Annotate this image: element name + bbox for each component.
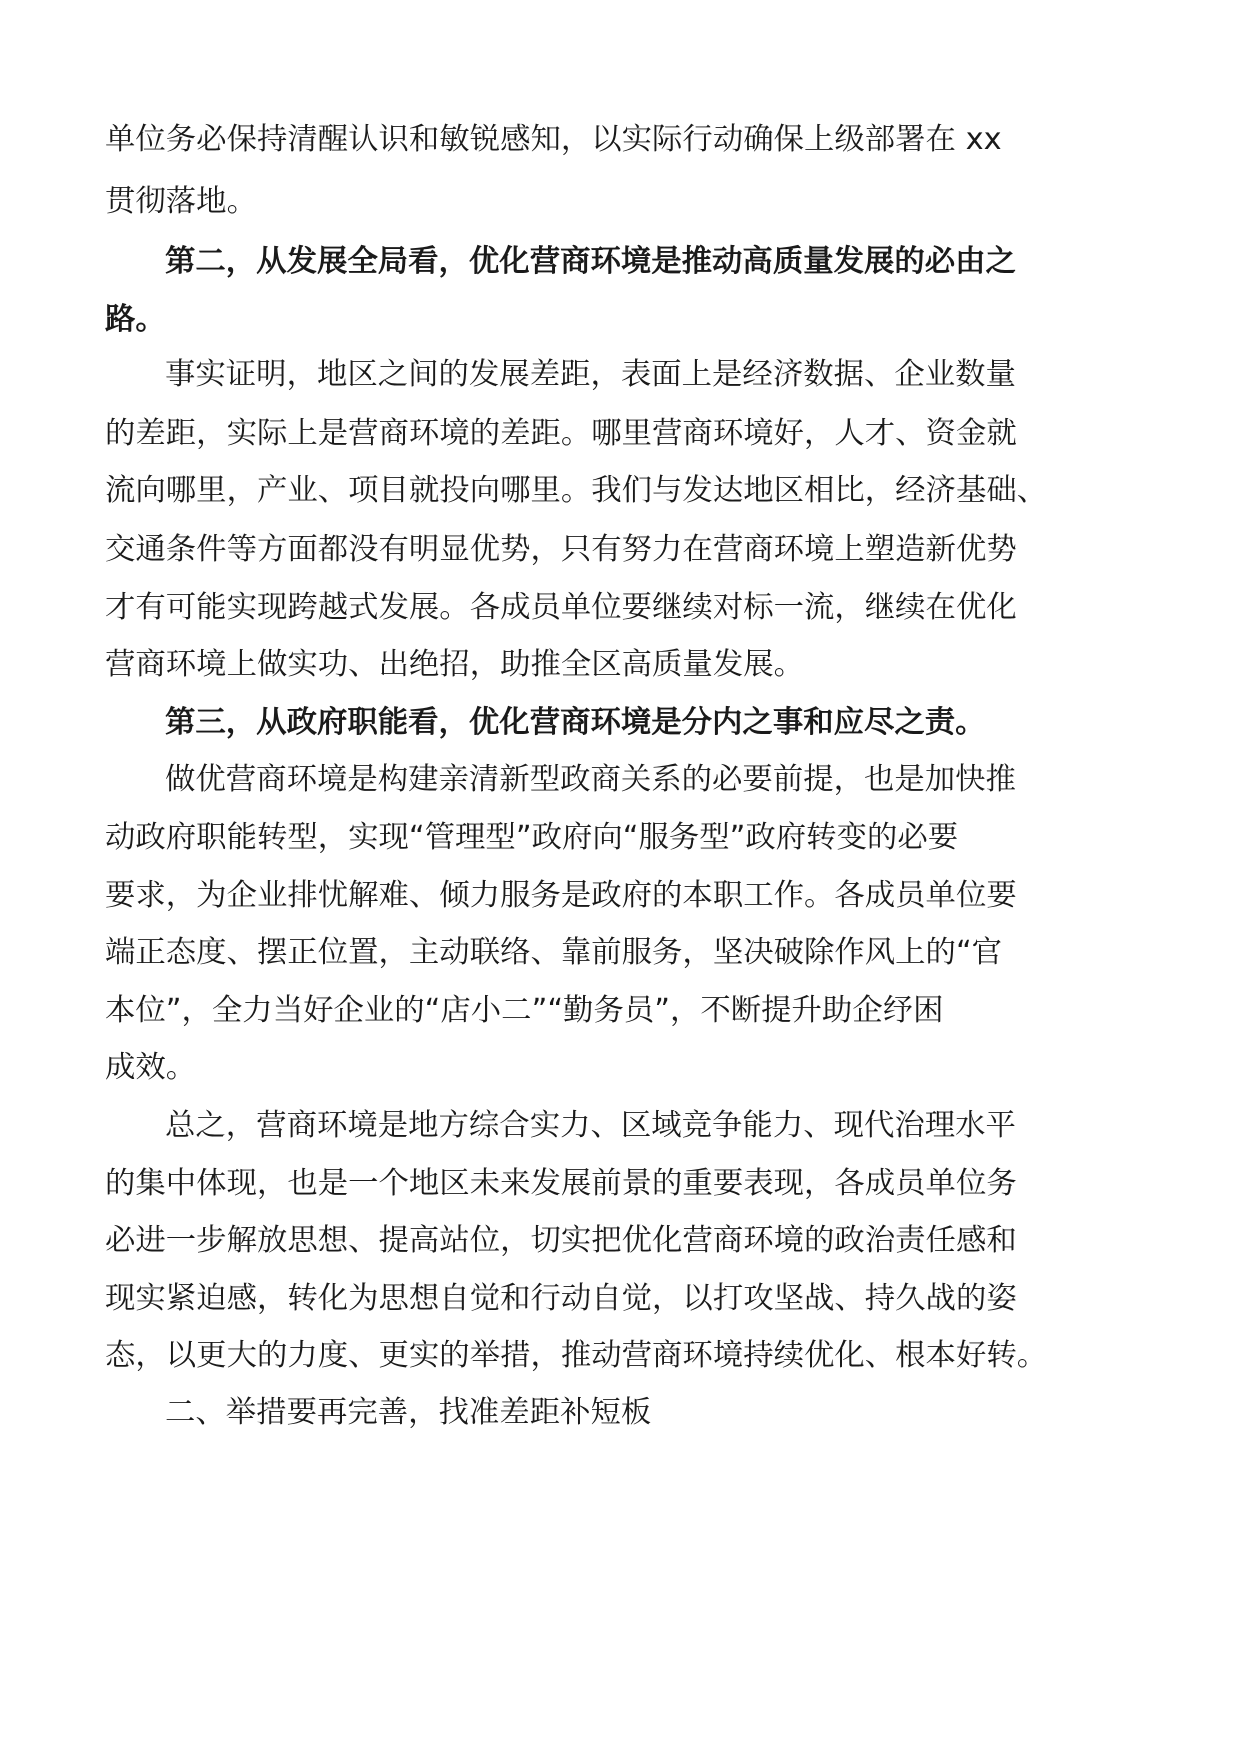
paragraph-line: 流向哪里，产业、项目就投向哪里。我们与发达地区相比，经济基础、 [105, 473, 1048, 508]
paragraph-line: 态，以更大的力度、更实的举措，推动营商环境持续优化、根本好转。 [105, 1338, 1048, 1373]
paragraph-line: 单位务必保持清醒认识和敏锐感知，以实际行动确保上级部署在 xx [105, 122, 1002, 157]
paragraph-line: 本位”，全力当好企业的“店小二”“勤务员”，不断提升助企纾困 [105, 993, 944, 1028]
paragraph-line: 营商环境上做实功、出绝招，助推全区高质量发展。 [105, 647, 804, 682]
bold-heading-line: 第二，从发展全局看，优化营商环境是推动高质量发展的必由之 [165, 244, 1016, 279]
section-heading: 二、举措要再完善，找准差距补短板 [165, 1395, 652, 1430]
paragraph-line: 贯彻落地。 [105, 184, 257, 219]
paragraph-line: 的集中体现，也是一个地区未来发展前景的重要表现，各成员单位务 [105, 1166, 1017, 1201]
paragraph-line: 才有可能实现跨越式发展。各成员单位要继续对标一流，继续在优化 [105, 590, 1017, 625]
paragraph-line: 要求，为企业排忧解难、倾力服务是政府的本职工作。各成员单位要 [105, 878, 1017, 913]
bold-heading-line: 第三，从政府职能看，优化营商环境是分内之事和应尽之责。 [165, 705, 986, 740]
paragraph-line: 必进一步解放思想、提高站位，切实把优化营商环境的政治责任感和 [105, 1223, 1017, 1258]
paragraph-line: 动政府职能转型，实现“管理型”政府向“服务型”政府转变的必要 [105, 820, 959, 855]
paragraph-line: 事实证明，地区之间的发展差距，表面上是经济数据、企业数量 [165, 357, 1016, 392]
paragraph-line: 成效。 [105, 1050, 197, 1085]
paragraph-line: 现实紧迫感，转化为思想自觉和行动自觉，以打攻坚战、持久战的姿 [105, 1281, 1017, 1316]
paragraph-line: 端正态度、摆正位置，主动联络、靠前服务，坚决破除作风上的“官 [105, 935, 1003, 970]
paragraph-line: 做优营商环境是构建亲清新型政商关系的必要前提，也是加快推 [165, 762, 1016, 797]
paragraph-line: 的差距，实际上是营商环境的差距。哪里营商环境好，人才、资金就 [105, 416, 1017, 451]
bold-heading-line: 路。 [105, 302, 166, 337]
paragraph-line: 总之，营商环境是地方综合实力、区域竞争能力、现代治理水平 [165, 1108, 1016, 1143]
paragraph-line: 交通条件等方面都没有明显优势，只有努力在营商环境上塑造新优势 [105, 532, 1017, 567]
